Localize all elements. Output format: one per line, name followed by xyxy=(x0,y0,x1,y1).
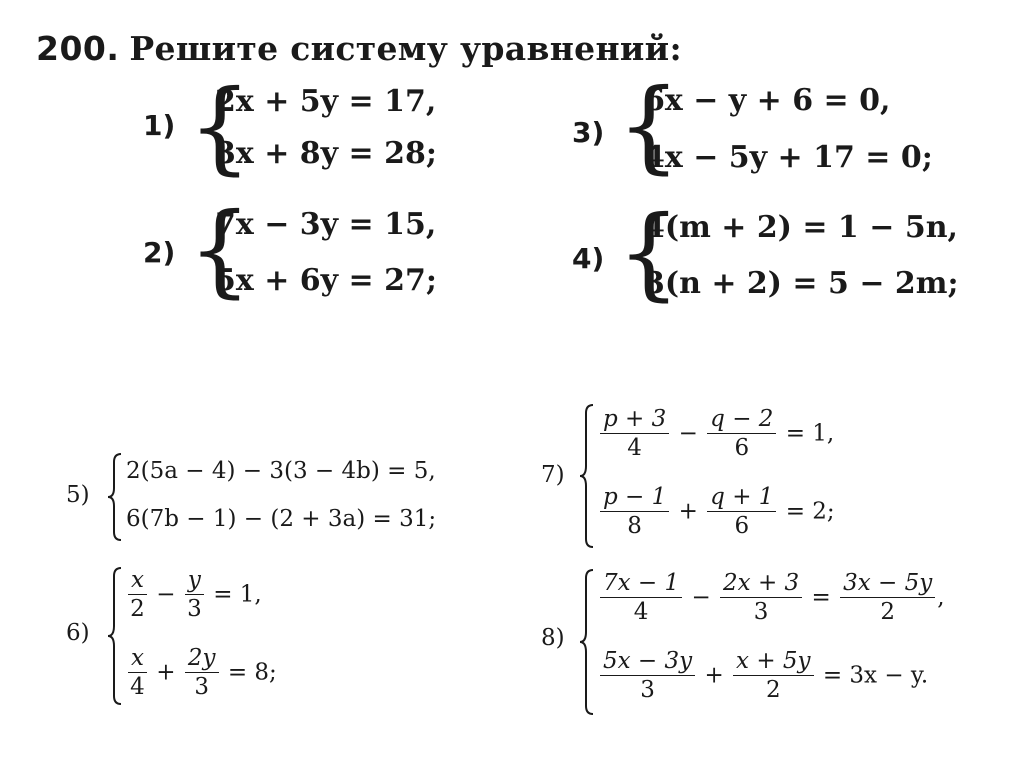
fraction: $\frac{x + 5y}{2}$ xyxy=(733,648,814,705)
fraction: $\frac{2x + 3}{3}$ xyxy=(720,570,802,627)
equation-2: $\frac{p - 1}{8}$ + $\frac{q + 1}{6}$ = 2; xyxy=(598,484,835,541)
system-brace xyxy=(578,568,596,716)
equation-2: 3x + 8y = 28; xyxy=(215,136,437,171)
system-brace: { xyxy=(617,194,681,311)
problem-label: 3) xyxy=(572,116,605,149)
equation-2: 4x − 5y + 17 = 0; xyxy=(644,140,933,175)
system-brace xyxy=(106,452,124,542)
exercise-number: 200. xyxy=(36,29,120,68)
equation-1: $\frac{p + 3}{4}$ − $\frac{q - 2}{6}$ = 1, xyxy=(598,406,834,463)
exercise-title: Решите систему уравнений: xyxy=(129,29,682,68)
problem-label: 5) xyxy=(66,482,90,508)
system-brace xyxy=(578,403,596,549)
exercise-header xyxy=(36,26,682,72)
equation-1: 6x − y + 6 = 0, xyxy=(644,83,891,118)
fraction: $\frac{x}{4}$ xyxy=(128,645,147,702)
fraction: $\frac{x}{2}$ xyxy=(128,567,147,624)
fraction: $\frac{2y}{3}$ xyxy=(185,645,219,702)
equation-1: 2x + 5y = 17, xyxy=(215,84,437,119)
fraction: $\frac{3x - 5y}{2}$ xyxy=(840,570,935,627)
system-brace: { xyxy=(188,191,252,308)
equation-2: 3(n + 2) = 5 − 2m; xyxy=(644,266,959,301)
problem-label: 6) xyxy=(66,620,90,646)
fraction: $\frac{q - 2}{6}$ xyxy=(707,406,776,463)
fraction: $\frac{p + 3}{4}$ xyxy=(600,406,669,463)
system-brace: { xyxy=(617,67,681,184)
equation-1: $\frac{x}{2}$ − $\frac{y}{3}$ = 1, xyxy=(126,567,262,624)
fraction: $\frac{5x - 3y}{3}$ xyxy=(600,648,695,705)
equation-1: $\frac{7x - 1}{4}$ − $\frac{2x + 3}{3}$ = $\frac{3x - 5y}{2}$ , xyxy=(598,570,945,627)
equation-2: 5x + 6y = 27; xyxy=(215,263,437,298)
equation-2: $\frac{5x - 3y}{3}$ + $\frac{x + 5y}{2}$ = 3x − y. xyxy=(598,648,928,705)
system-brace xyxy=(106,566,124,706)
fraction: $\frac{q + 1}{6}$ xyxy=(707,484,776,541)
fraction: $\frac{y}{3}$ xyxy=(185,567,204,624)
problem-label: 2) xyxy=(143,236,176,269)
fraction: $\frac{p - 1}{8}$ xyxy=(600,484,669,541)
equation-2: 6(7b − 1) − (2 + 3a) = 31; xyxy=(126,506,437,532)
problem-label: 8) xyxy=(541,625,565,651)
system-brace: { xyxy=(188,68,252,185)
problem-label: 7) xyxy=(541,462,565,488)
equation-2: $\frac{x}{4}$ + $\frac{2y}{3}$ = 8; xyxy=(126,645,277,702)
fraction: $\frac{7x - 1}{4}$ xyxy=(600,570,682,627)
problem-label: 1) xyxy=(143,109,176,142)
equation-1: 4(m + 2) = 1 − 5n, xyxy=(644,210,958,245)
equation-1: 2(5a − 4) − 3(3 − 4b) = 5, xyxy=(126,458,436,484)
equation-1: 7x − 3y = 15, xyxy=(215,207,437,242)
problem-label: 4) xyxy=(572,242,605,275)
